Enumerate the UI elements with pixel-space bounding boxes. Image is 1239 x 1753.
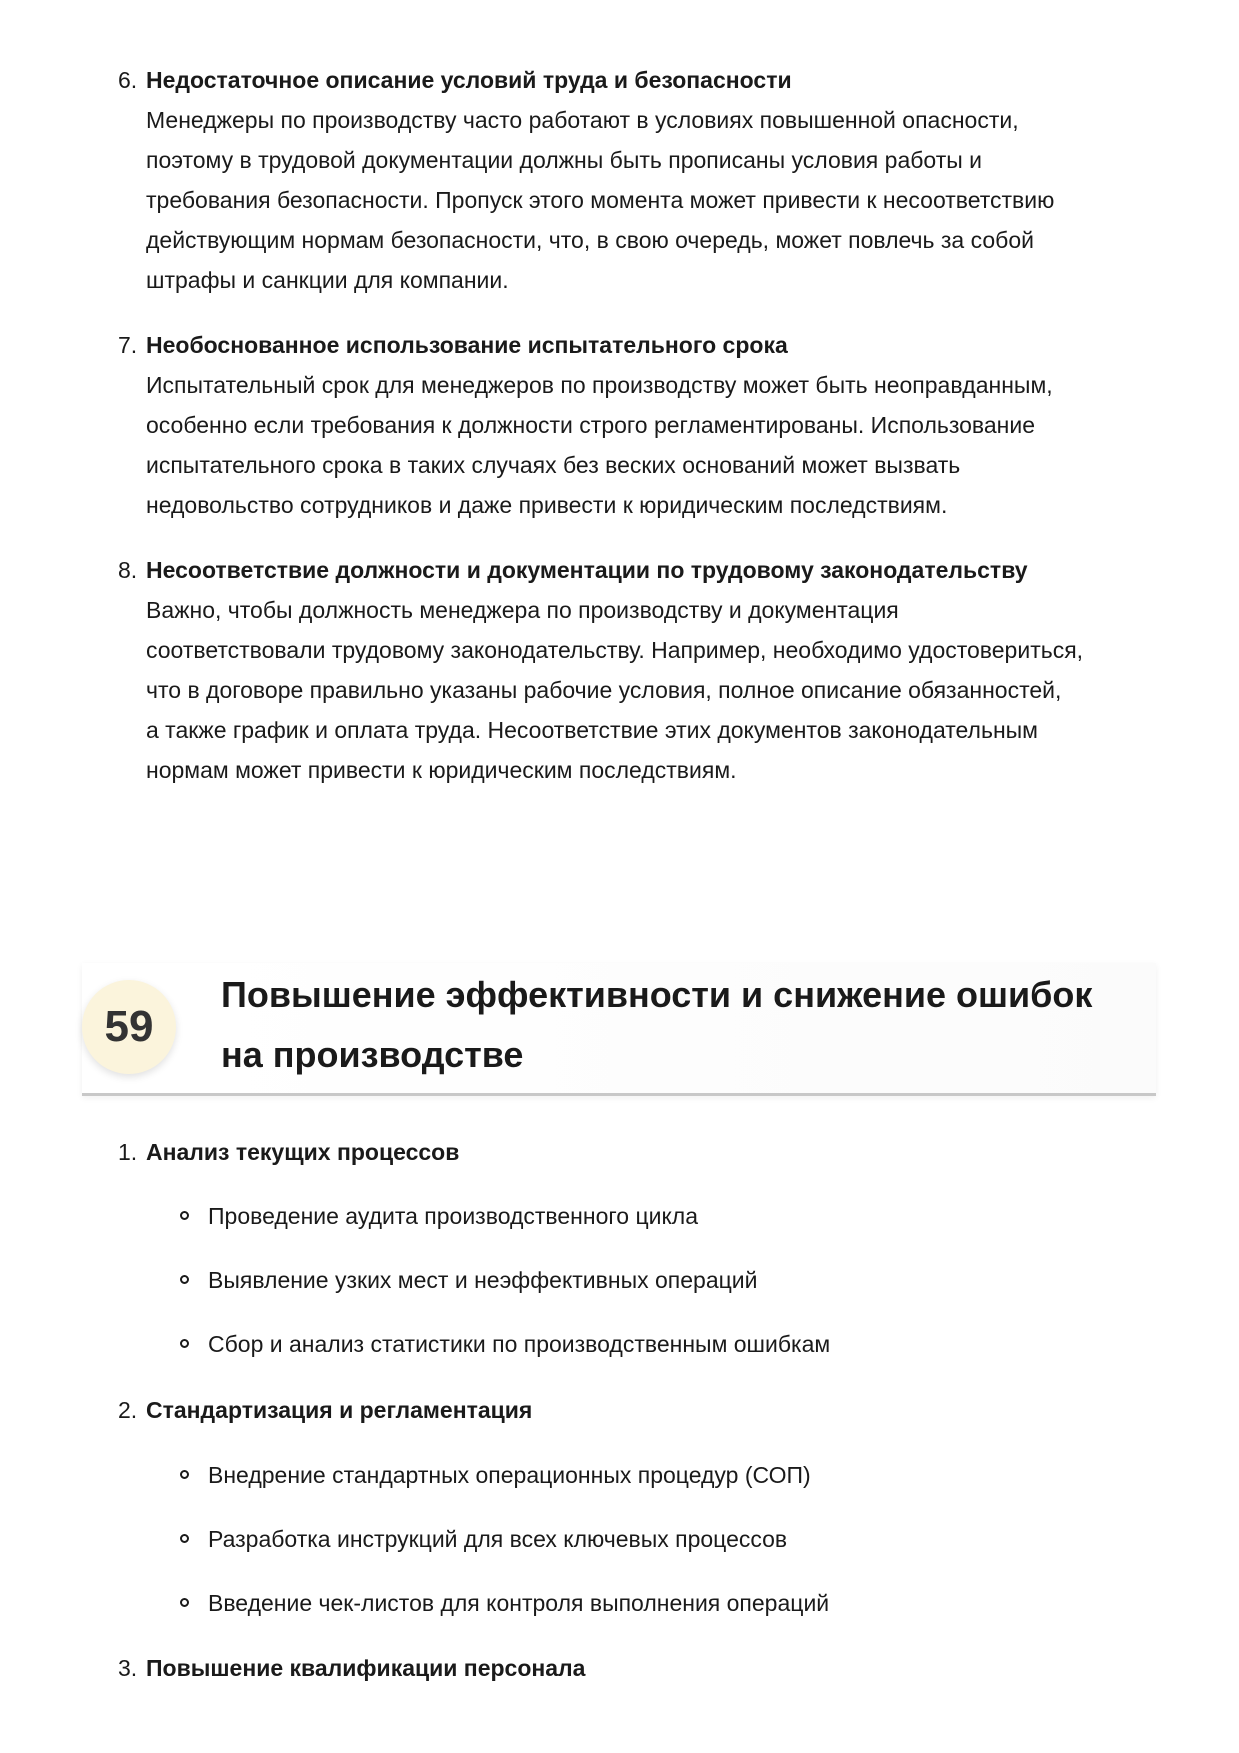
- section-number-badge: 59: [82, 980, 176, 1074]
- circle-bullet-icon: [180, 1534, 189, 1543]
- item-number: 1.: [118, 1139, 138, 1165]
- circle-bullet-icon: [180, 1275, 189, 1284]
- item-number: 8.: [118, 557, 138, 583]
- item-text-line: особенно если требования к должности строго регламентированы. Использование: [146, 412, 1036, 438]
- section-header: [82, 963, 1156, 1096]
- item-text-line: испытательного срока в таких случаях без веских оснований может вызвать: [146, 452, 961, 478]
- item-number: 2.: [118, 1397, 138, 1423]
- sub-list-item: Внедрение стандартных операционных процедур (СОП): [178, 1455, 1078, 1495]
- item-text-line: недовольство сотрудников и даже привести к юридическим последствиям.: [146, 492, 948, 518]
- item-title: Анализ текущих процессов: [146, 1139, 460, 1165]
- item-text-line: штрафы и санкции для компании.: [146, 267, 509, 293]
- section-title-line: на производстве: [221, 1034, 524, 1075]
- item-text-line: Испытательный срок для менеджеров по производству может быть неоправданным,: [146, 372, 1053, 398]
- item-text-line: действующим нормам безопасности, что, в свою очередь, может повлечь за собой: [146, 227, 1034, 253]
- circle-bullet-icon: [180, 1339, 189, 1348]
- item-title: Несоответствие должности и документации по трудовому законодательству: [146, 557, 1028, 583]
- sub-list-item: Сбор и анализ статистики по производственным ошибкам: [178, 1324, 1078, 1364]
- item-text-line: поэтому в трудовой документации должны быть прописаны условия работы и: [146, 147, 982, 173]
- item-text-line: Важно, чтобы должность менеджера по производству и документация: [146, 597, 899, 623]
- item-title: Недостаточное описание условий труда и безопасности: [146, 67, 792, 93]
- sub-list: [178, 1455, 1078, 1623]
- list-item-3: [118, 1648, 1166, 1688]
- sub-list-item: Разработка инструкций для всех ключевых процессов: [178, 1519, 1078, 1559]
- item-number: 3.: [118, 1655, 138, 1681]
- item-text-line: требования безопасности. Пропуск этого момента может привести к несоответствию: [146, 187, 1055, 213]
- list-item-2: [118, 1390, 1166, 1430]
- item-text-line: соответствовали трудовому законодательству. Например, необходимо удостовериться,: [146, 637, 1084, 663]
- list-item-7: [118, 325, 1166, 525]
- circle-bullet-icon: [180, 1211, 189, 1220]
- item-text-line: нормам может привести к юридическим последствиям.: [146, 757, 737, 783]
- item-number: 6.: [118, 67, 138, 93]
- item-text-line: что в договоре правильно указаны рабочие условия, полное описание обязанностей,: [146, 677, 1062, 703]
- list-item-8: [118, 550, 1166, 790]
- sub-list-item: Выявление узких мест и неэффективных операций: [178, 1260, 1078, 1300]
- item-text-line: Менеджеры по производству часто работают в условиях повышенной опасности,: [146, 107, 1019, 133]
- item-title: Стандартизация и регламентация: [146, 1397, 533, 1423]
- circle-bullet-icon: [180, 1470, 189, 1479]
- list-item-6: [118, 60, 1166, 300]
- section-title-line: Повышение эффективности и снижение ошибок: [221, 974, 1093, 1015]
- list-item-1: [118, 1132, 1166, 1172]
- sub-list: [178, 1196, 1078, 1364]
- item-title: Необоснованное использование испытательного срока: [146, 332, 788, 358]
- item-number: 7.: [118, 332, 138, 358]
- item-title: Повышение квалификации персонала: [146, 1655, 586, 1681]
- circle-bullet-icon: [180, 1598, 189, 1607]
- sub-list-item: Проведение аудита производственного цикла: [178, 1196, 1078, 1236]
- sub-list-item: Введение чек-листов для контроля выполнения операций: [178, 1583, 1078, 1623]
- item-text-line: а также график и оплата труда. Несоответствие этих документов законодательным: [146, 717, 1038, 743]
- section-title: [221, 965, 1151, 1085]
